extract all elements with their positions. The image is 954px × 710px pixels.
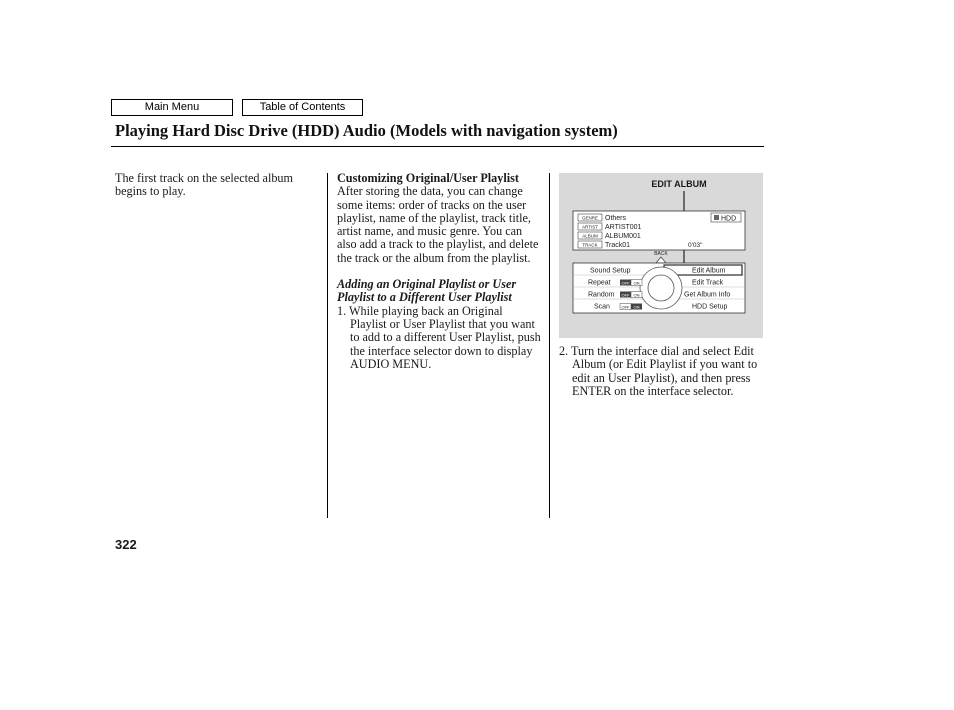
scan-on: ON <box>633 304 640 310</box>
repeat-on: ON <box>633 280 640 286</box>
section-heading: Customizing Original/User Playlist <box>337 171 519 185</box>
audio-menu-illustration <box>559 173 763 338</box>
menu-scan: Scan <box>594 303 610 311</box>
genre-value: Others <box>605 215 627 222</box>
menu-repeat: Repeat <box>588 279 611 287</box>
album-tag: ALBUM <box>582 233 598 239</box>
menu-get-album-info: Get Album Info <box>684 291 731 299</box>
page-number: 322 <box>115 537 137 552</box>
album-value: ALBUM001 <box>605 233 641 240</box>
section-body: After storing the data, you can change some items: order of tracks on the user playlist, name of the playlist, track title, artist name, and music genre. You can also add a track to the playlist, and delete the track or the album from the playlist. <box>337 184 539 265</box>
menu-random: Random <box>588 291 615 299</box>
step-1: 1. While playing back an Original Playlist or User Playlist that you want to add to a different User Playlist, push the interface selector down to display AUDIO MENU. <box>337 303 541 371</box>
column-middle <box>337 172 542 371</box>
hdd-label: HDD <box>721 215 737 223</box>
track-value: Track01 <box>605 242 631 249</box>
random-on: ON <box>633 292 640 298</box>
subsection-heading: Adding an Original Playlist or User Playlist to a Different User Playlist <box>337 277 517 305</box>
audio-menu-figure <box>559 173 763 338</box>
menu-hdd-setup: HDD Setup <box>692 303 728 311</box>
back-label: BACK <box>654 251 668 257</box>
step-2: 2. Turn the interface dial and select Edit Album (or Edit Playlist if you want to edit an User Playlist), and then press ENTER on the interface selector. <box>559 344 758 398</box>
column-divider-right <box>549 173 550 518</box>
column-divider-left <box>327 173 328 518</box>
figure-caption: EDIT ALBUM <box>651 179 707 189</box>
table-of-contents-button[interactable]: Table of Contents <box>242 99 363 116</box>
title-rule <box>111 146 764 147</box>
interface-selector <box>648 275 674 301</box>
menu-sound-setup: Sound Setup <box>590 267 631 275</box>
menu-edit-track: Edit Track <box>692 279 724 287</box>
page-title: Playing Hard Disc Drive (HDD) Audio (Models with navigation system) <box>115 121 618 140</box>
genre-tag: GENRE <box>581 215 599 221</box>
elapsed-time: 0'03" <box>688 242 703 249</box>
hdd-icon <box>714 215 719 220</box>
col1-paragraph: The first track on the selected album begins to play. <box>115 171 294 199</box>
main-menu-button[interactable]: Main Menu <box>111 99 233 116</box>
artist-tag: ARTIST <box>582 224 598 230</box>
artist-value: ARTIST001 <box>605 224 642 231</box>
menu-edit-album: Edit Album <box>692 267 726 275</box>
back-arrow-icon <box>656 257 666 263</box>
repeat-off: OFF <box>621 280 630 286</box>
track-tag: TRACK <box>582 242 598 248</box>
scan-off: OFF <box>621 304 630 310</box>
column-left <box>115 172 323 199</box>
column-right <box>559 345 763 398</box>
random-off: OFF <box>621 292 630 298</box>
